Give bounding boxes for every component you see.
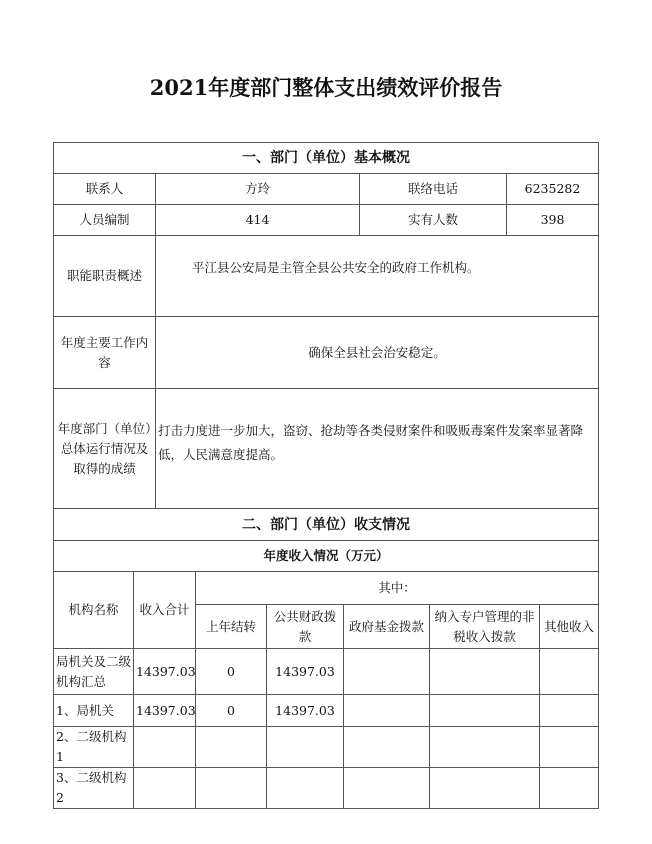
row-other: [540, 727, 599, 768]
actual-label: 实有人数: [360, 205, 507, 236]
row-public: 14397.03: [267, 695, 344, 727]
page-title: 2021年度部门整体支出绩效评价报告: [149, 75, 503, 100]
work-text: 确保全县社会治安稳定。: [156, 317, 599, 389]
row-total: [134, 727, 196, 768]
row-total: 14397.03: [134, 695, 196, 727]
row-other: [540, 768, 599, 809]
phone-label: 联络电话: [360, 174, 507, 205]
header-public: 公共财政拨款: [267, 605, 344, 649]
header-carry: 上年结转: [196, 605, 267, 649]
header-other: 其他收入: [540, 605, 599, 649]
staff-label: 人员编制: [54, 205, 156, 236]
row-nontax: [430, 649, 540, 695]
row-other: [540, 695, 599, 727]
row-carry: 0: [196, 649, 267, 695]
row-public: [267, 727, 344, 768]
row-fund: [344, 768, 430, 809]
row-public: [267, 768, 344, 809]
contact-value: 方玲: [156, 174, 360, 205]
row-carry: [196, 727, 267, 768]
row-fund: [344, 727, 430, 768]
header-nontax: 纳入专户管理的非税收入拨款: [430, 605, 540, 649]
section2-heading: 二、部门（单位）收支情况: [54, 509, 599, 541]
row-carry: 0: [196, 695, 267, 727]
row-name: 局机关及二级机构汇总: [54, 649, 134, 695]
header-total: 收入合计: [134, 572, 196, 649]
result-text: 打击力度进一步加大，盗窃、抢劫等各类侵财案件和吸贩毒案件发案率显著降低，人民满意度提高。: [156, 389, 599, 509]
contact-label: 联系人: [54, 174, 156, 205]
row-nontax: [430, 695, 540, 727]
table-row: [54, 768, 599, 809]
income-subheading: 年度收入情况（万元）: [54, 541, 599, 572]
table-row: [54, 727, 599, 768]
duty-text: 平江县公安局是主管全县公共安全的政府工作机构。: [156, 236, 599, 317]
row-public: 14397.03: [267, 649, 344, 695]
row-fund: [344, 649, 430, 695]
row-name: 3、二级机构 2: [54, 768, 134, 809]
work-label: 年度主要工作内容: [54, 317, 156, 389]
actual-value: 398: [507, 205, 599, 236]
header-name: 机构名称: [54, 572, 134, 649]
staff-value: 414: [156, 205, 360, 236]
table-row: [54, 695, 599, 727]
result-label: 年度部门（单位）总体运行情况及取得的成绩: [54, 389, 156, 509]
row-fund: [344, 695, 430, 727]
row-nontax: [430, 727, 540, 768]
duty-label: 职能职责概述: [54, 236, 156, 317]
row-name: 1、局机关: [54, 695, 134, 727]
section1-heading: 一、部门（单位）基本概况: [54, 143, 599, 174]
basic-info-table: [53, 142, 599, 572]
table-row: [54, 649, 599, 695]
row-nontax: [430, 768, 540, 809]
row-carry: [196, 768, 267, 809]
row-name: 2、二级机构 1: [54, 727, 134, 768]
header-of-which: 其中：: [196, 572, 599, 605]
row-total: 14397.03: [134, 649, 196, 695]
row-other: [540, 649, 599, 695]
income-table: [53, 571, 599, 809]
header-fund: 政府基金拨款: [344, 605, 430, 649]
phone-value: 6235282: [507, 174, 599, 205]
row-total: [134, 768, 196, 809]
